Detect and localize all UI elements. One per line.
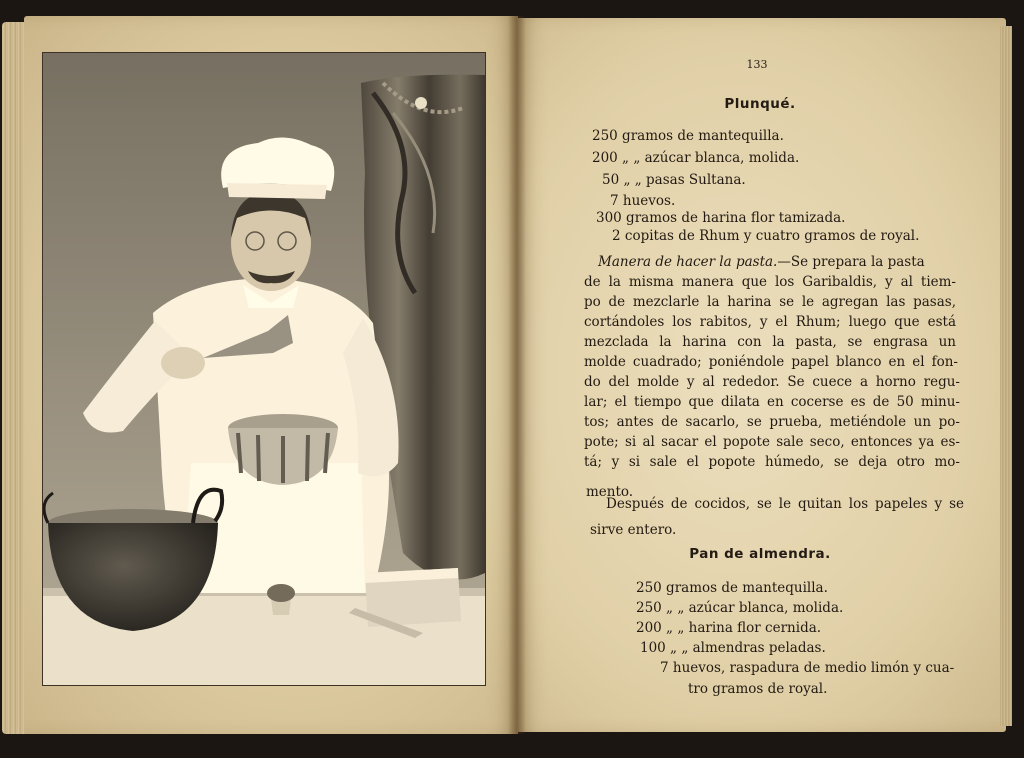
method-line: pote; si al sacar el popote sale seco, entonces ya es- [584, 434, 960, 450]
closing-line: sirve entero. [590, 522, 677, 538]
method-line: po de mezclarle la harina se le agregan las pasas, [584, 294, 956, 310]
ingredient-line: 200 „ „ azúcar blanca, molida. [592, 150, 800, 166]
method-line: molde cuadrado; poniéndole papel blanco en el fon- [584, 354, 958, 370]
method-line: lar; el tiempo que dilata en cocerse es de 50 minu- [584, 394, 960, 410]
closing-line: 7 huevos, raspadura de medio limón y cua- [660, 660, 955, 676]
ingredient-line: 250 „ „ azúcar blanca, molida. [636, 600, 844, 616]
ingredient-line: 250 gramos de mantequilla. [636, 580, 828, 596]
method-line: tá; y si sale el popote húmedo, se deja otro mo- [584, 454, 960, 470]
page-number: 133 [746, 58, 768, 71]
closing-line: tro gramos de royal. [688, 681, 828, 697]
ingredient-line: 2 copitas de Rhum y cuatro gramos de royal. [612, 228, 920, 244]
book-spine [508, 16, 526, 734]
method-line: mezclada la harina con la pasta, se engrasa un [584, 334, 956, 350]
method-line: do del molde y al rededor. Se cuece a horno regu- [584, 374, 960, 390]
ingredient-line: 50 „ „ pasas Sultana. [602, 172, 746, 188]
method-label: Manera de hacer la pasta. [598, 254, 778, 270]
method-text: —Se prepara la pasta [777, 254, 925, 270]
ingredient-line: 300 gramos de harina flor tamizada. [596, 210, 846, 226]
recipe-title-pan-de-almendra: Pan de almendra. [689, 546, 831, 562]
closing-line: Después de cocidos, se le quitan los papeles y se [606, 496, 964, 512]
ingredient-line: 7 huevos. [610, 193, 676, 209]
ingredient-line: 200 „ „ harina flor cernida. [636, 620, 822, 636]
right-page-edges [1000, 26, 1012, 726]
chef-illustration [43, 53, 485, 685]
method-line: tos; antes de sacarlo, se prueba, metiéndole un po- [584, 414, 960, 430]
method-line: mento. [586, 484, 634, 500]
ingredient-line: 250 gramos de mantequilla. [592, 128, 784, 144]
method-line: de la misma manera que los Garibaldis, y al tiem- [584, 274, 956, 290]
chef-photograph [42, 52, 486, 686]
method-first-line [598, 254, 954, 270]
recipe-title-plunque: Plunqué. [724, 96, 796, 112]
ingredient-line: 100 „ „ almendras peladas. [640, 640, 826, 656]
method-line: cortándoles los rabitos, y el Rhum; luego que está [584, 314, 956, 330]
